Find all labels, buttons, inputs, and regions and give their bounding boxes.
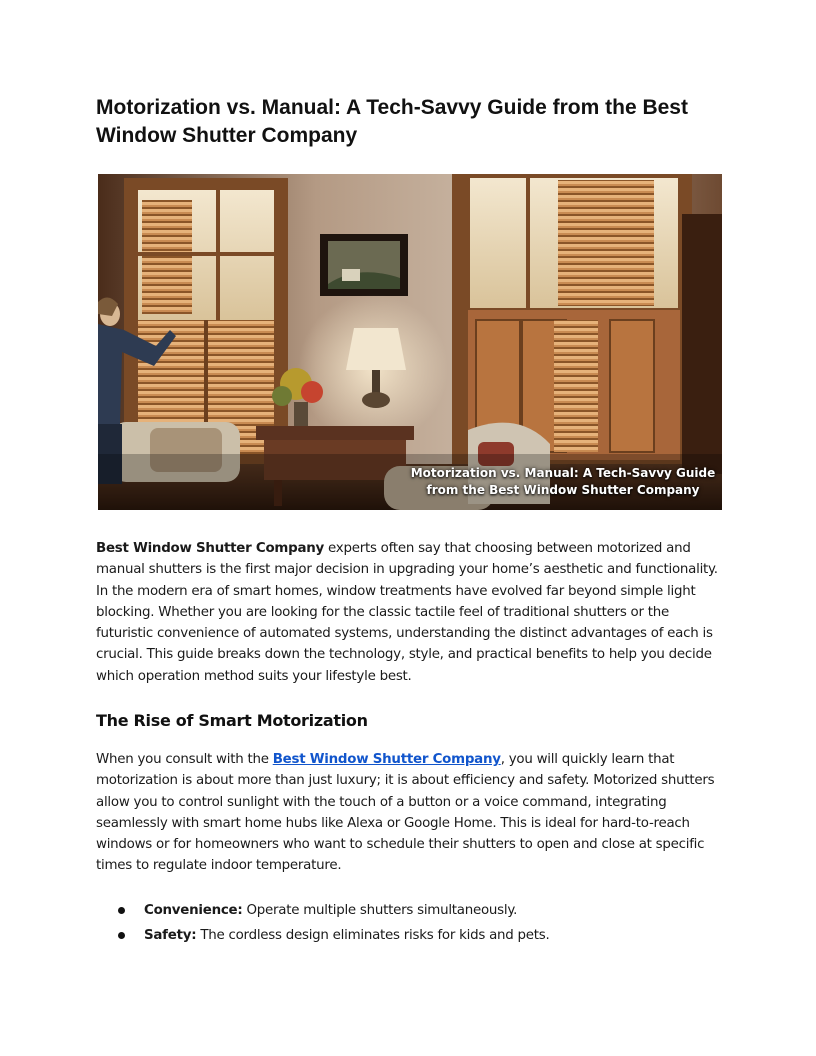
bullet-text: The cordless design eliminates risks for kids and pets. <box>196 928 550 943</box>
intro-text: experts often say that choosing between motorized and manual shutters is the first major decision in upgrading your home’s aesthetic and functionality. In the modern era of smart homes, window treatments have evolved far beyond simple light blocking. Whether you are looking for the classic tactile feel of traditional shutters or the futuristic convenience of automated systems, understanding the distinct advantages of each is crucial. This guide breaks down the technology, style, and practical benefits to help you decide which operation method suits your lifestyle best. <box>96 541 718 684</box>
bullet-label: Safety: <box>144 928 197 943</box>
room-illustration <box>98 174 722 510</box>
hero-caption-line1: Motorization vs. Manual: A Tech-Savvy Guide <box>410 466 716 480</box>
section-paragraph <box>96 749 721 877</box>
intro-lead: Best Window Shutter Company <box>96 541 325 556</box>
bullet-icon <box>118 907 125 914</box>
hero-caption <box>398 465 722 499</box>
intro-paragraph <box>96 538 721 687</box>
bullet-text: Operate multiple shutters simultaneously. <box>242 903 518 918</box>
section-text-before: When you consult with the <box>96 752 273 767</box>
list-item <box>96 923 721 948</box>
feature-list <box>96 898 721 948</box>
hero-caption-line2: from the Best Window Shutter Company <box>426 483 700 497</box>
section-text-after: , you will quickly learn that motorization is about more than just luxury; it is about efficiency and safety. Motorized shutters allow you to control sunlight with the touch of a button or a voice command, integrating seamlessly with smart home hubs like Alexa or Google Home. This is ideal for hard-to-reach windows or for homeowners who want to schedule their shutters to open and close at specific times to regulate indoor temperature. <box>96 752 715 874</box>
hero-image <box>98 174 722 510</box>
list-item <box>96 898 721 923</box>
section-heading: The Rise of Smart Motorization <box>96 711 368 730</box>
bullet-icon <box>118 932 125 939</box>
bullet-label: Convenience: <box>144 903 243 918</box>
document-title: Motorization vs. Manual: A Tech-Savvy Guide from the Best Window Shutter Company <box>96 96 688 147</box>
company-link[interactable]: Best Window Shutter Company <box>272 752 501 767</box>
